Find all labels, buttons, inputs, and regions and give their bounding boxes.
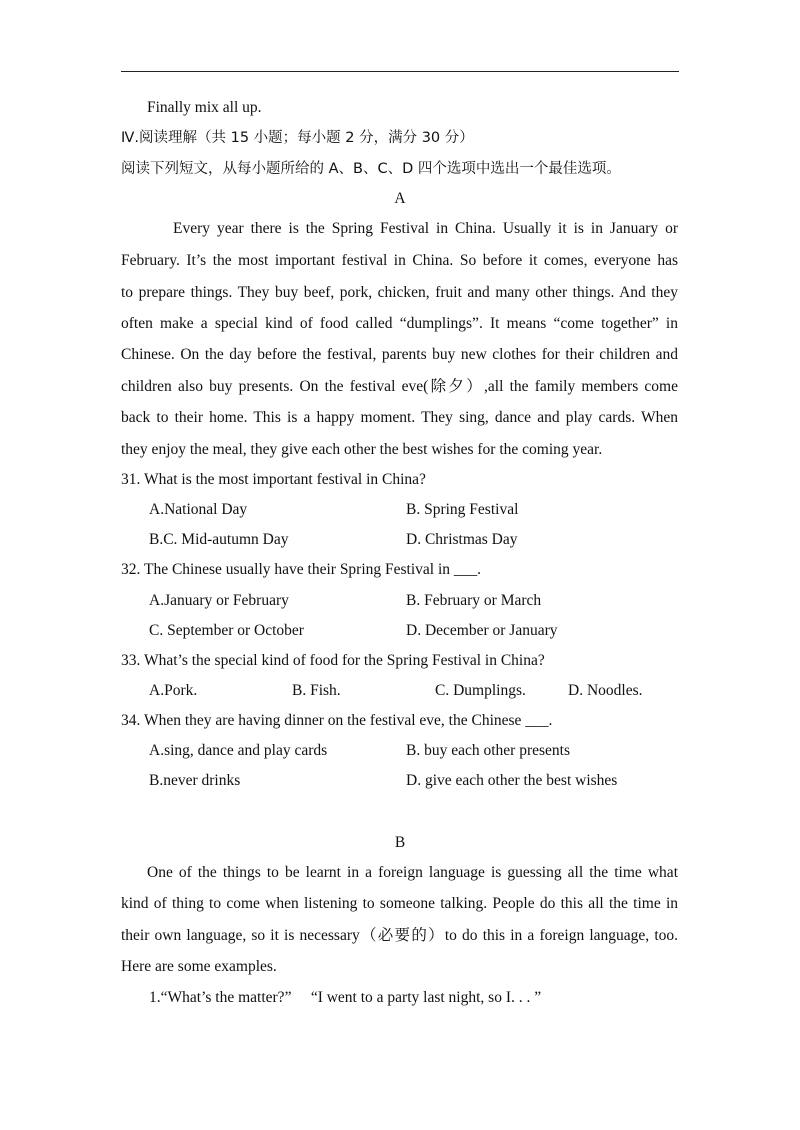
question-34-stem: 34. When they are having dinner on the festival eve, the Chinese ___. [121, 712, 553, 729]
passage-a-line: back to their home. This is a happy moment. They sing, dance and play cards. When [121, 409, 678, 426]
question-31-option-d: D. Christmas Day [406, 531, 518, 548]
question-32-option-c: C. September or October [149, 622, 304, 639]
question-32-stem: 32. The Chinese usually have their Spring Festival in ___. [121, 561, 482, 578]
question-33-option-a: A.Pork. [149, 682, 198, 699]
section-instruction: 阅读下列短文，从每小题所给的 A、B、C、D 四个选项中选出一个最佳选项。 [121, 161, 621, 177]
passage-b-line: Here are some examples. [121, 958, 277, 975]
question-31-option-c: B.C. Mid-autumn Day [149, 531, 289, 548]
passage-b-label: B [394, 834, 406, 851]
question-34-option-b: B. buy each other presents [406, 742, 570, 759]
section-heading: Ⅳ.阅读理解（共 15 小题；每小题 2 分，满分 30 分） [121, 130, 474, 146]
passage-a-line: often make a special kind of food called “dumplings”. It means “come together” in [121, 315, 678, 332]
question-33-option-d: D. Noodles. [568, 682, 643, 699]
passage-a-line: they enjoy the meal, they give each other the best wishes for the coming year. [121, 441, 603, 458]
intro-line: Finally mix all up. [147, 99, 262, 116]
passage-a-line: to prepare things. They buy beef, pork, chicken, fruit and many other things. And they [121, 284, 678, 301]
header-rule [121, 71, 679, 72]
question-34-option-c: B.never drinks [149, 772, 241, 789]
question-31-stem: 31. What is the most important festival in China? [121, 471, 426, 488]
passage-a-line: Every year there is the Spring Festival in China. Usually it is in January or [173, 220, 678, 237]
question-31-option-b: B. Spring Festival [406, 501, 519, 518]
question-32-option-a: A.January or February [149, 592, 289, 609]
passage-b-line: their own language, so it is necessary（必要的）to do this in a foreign language, too. [121, 927, 678, 944]
passage-a-line: Chinese. On the day before the festival, parents buy new clothes for their children and [121, 346, 678, 363]
question-32-option-d: D. December or January [406, 622, 558, 639]
passage-b-example-1: 1.“What’s the matter?” “I went to a party last night, so I. . . ” [149, 989, 542, 1006]
passage-b-line: One of the things to be learnt in a foreign language is guessing all the time what [147, 864, 678, 881]
passage-a-line: children also buy presents. On the festival eve(除夕）,all the family members come [121, 378, 678, 395]
question-33-option-b: B. Fish. [292, 682, 341, 699]
question-31-option-a: A.National Day [149, 501, 248, 518]
passage-a-line: February. It’s the most important festival in China. So before it comes, everyone has [121, 252, 678, 269]
question-33-stem: 33. What’s the special kind of food for the Spring Festival in China? [121, 652, 545, 669]
question-34-option-a: A.sing, dance and play cards [149, 742, 328, 759]
question-32-option-b: B. February or March [406, 592, 542, 609]
question-33-option-c: C. Dumplings. [435, 682, 526, 699]
passage-b-line: kind of thing to come when listening to someone talking. People do this all the time in [121, 895, 678, 912]
passage-a-label: A [394, 190, 406, 207]
question-34-option-d: D. give each other the best wishes [406, 772, 618, 789]
